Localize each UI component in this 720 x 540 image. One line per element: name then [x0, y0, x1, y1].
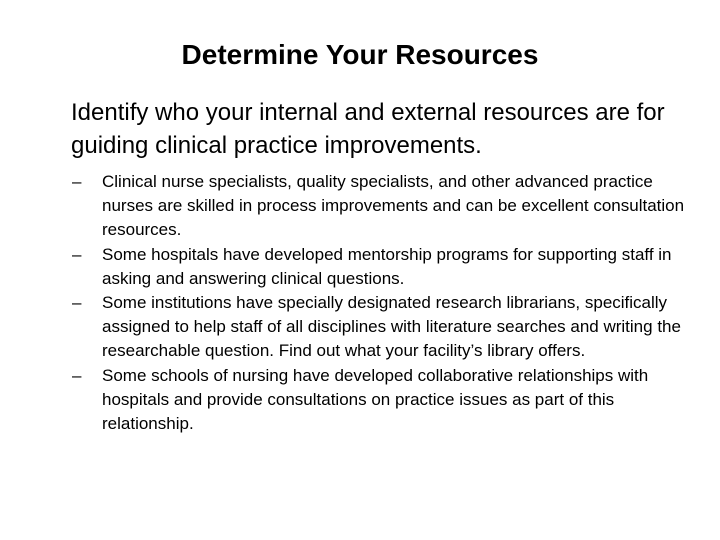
- bullet-text: Some hospitals have developed mentorship programs for supporting staff in asking and answering clinical questions.: [102, 244, 672, 288]
- bullet-item: [72, 170, 692, 243]
- bullet-text: Some institutions have specially designated research librarians, specifically assigned to help staff of all disciplines with literature searches and writing the researchable question. Find out what your facility’s library offers.: [102, 293, 681, 361]
- bullet-list: [72, 170, 692, 436]
- intro-text: Identify who your internal and external resources are for guiding clinical practice improvements.: [71, 99, 665, 159]
- dash-marker: –: [72, 293, 82, 313]
- bullet-item: [72, 364, 692, 437]
- dash-marker: –: [72, 244, 82, 264]
- bullet-text: Clinical nurse specialists, quality specialists, and other advanced practice nurses are skilled in process improvements and can be excellent consultation resources.: [102, 172, 685, 240]
- bullet-text: Some schools of nursing have developed collaborative relationships with hospitals and provide consultations on practice issues as part of this relationship.: [102, 365, 649, 434]
- bullet-item: [72, 243, 692, 291]
- dash-marker: –: [72, 172, 82, 191]
- dash-marker: –: [72, 365, 82, 385]
- bullet-item: [72, 291, 692, 364]
- slide-title: Determine Your Resources: [181, 39, 539, 70]
